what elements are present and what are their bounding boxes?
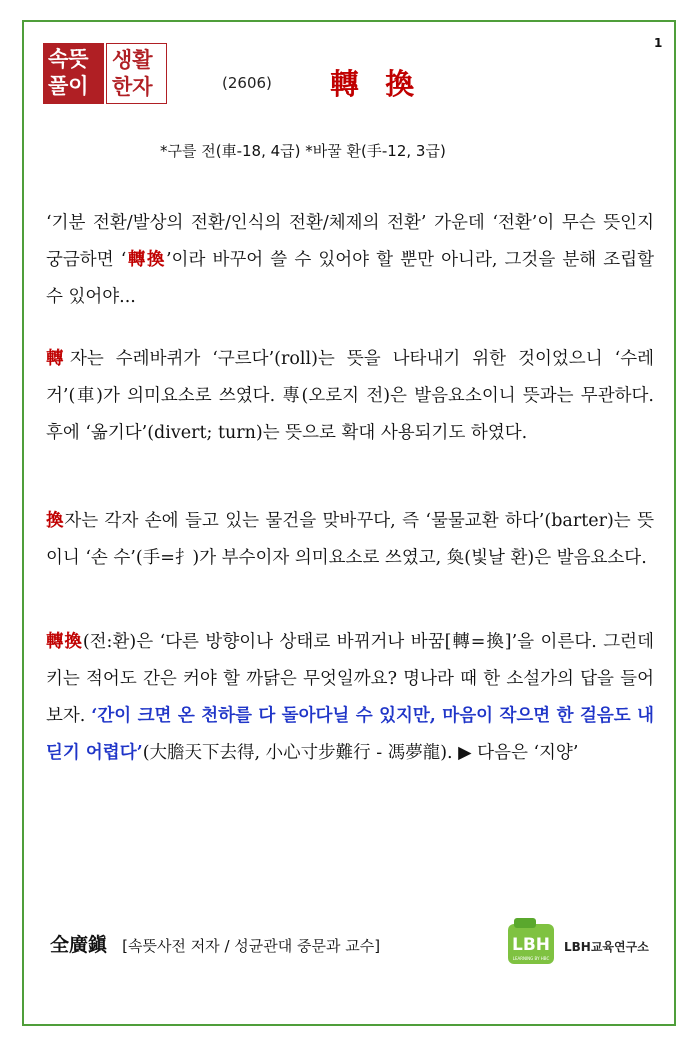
jeon-text: 자는 수레바퀴가 ‘구르다’(roll)는 뜻을 나타내기 위한 것이었으니 ‘수레 거’(車)가 의미요소로 쓰였다. 專(오로지 전)은 발음요소이니 뜻과는 무관하다. 후에 ‘옮기다’(divert; turn)는 뜻으로 확대 사용되기도 하였다. <box>46 349 655 443</box>
logo-right-block <box>106 43 167 104</box>
lbh-mark-text: LBH <box>511 935 551 955</box>
jeonhwan-text: (전:환)은 ‘다른 방향이나 상태로 바뀌거나 바꿈[轉=換]’을 이른다. 그런데 키는 적어도 간은 커야 할 까닭은 무엇일까요? 명나라 때 한 소설가의 답을 들어보자. <box>46 632 654 726</box>
article-code: (2606) <box>222 74 272 92</box>
logo-left-block <box>43 43 104 104</box>
lbh-mark-icon <box>508 918 554 968</box>
page-title: 轉 換 <box>330 67 423 101</box>
intro-text-c: ’이라 바꾸어 쓸 수 있어야 할 뿐만 아니라, 그것을 분해 조립할 수 있어야... <box>46 250 655 307</box>
institute-name: LBH교육연구소 <box>564 940 649 954</box>
source-and-next: (大膽天下去得, 小心寸步難行 - 馮夢龍). ▶ 다음은 ‘지양’ <box>142 743 579 763</box>
logo-text-1: 속뜻 <box>48 47 89 71</box>
character-info: *구를 전(車-18, 4급) *바꿀 환(手-12, 3급) <box>160 142 446 160</box>
institute-logo <box>508 918 668 970</box>
author-name: 全廣鎭 <box>50 934 108 956</box>
quote-text: ‘간이 크면 온 천하를 다 돌아다닐 수 있지만, 마음이 작으면 한 걸음도 내딛기 어렵다’ <box>46 706 654 763</box>
jeonhwan-hanja: 轉換 <box>46 632 83 652</box>
logo-text-2: 풀이 <box>48 74 89 98</box>
intro-hanja: 轉換 <box>126 250 166 270</box>
paragraph-intro <box>46 205 654 316</box>
logo-text-4: 한자 <box>112 75 153 99</box>
hwan-hanja: 換 <box>46 511 65 531</box>
paragraph-hwan <box>46 503 654 577</box>
hwan-text: 자는 각자 손에 들고 있는 물건을 맞바꾸다, 즉 ‘물물교환 하다’(barter)는 뜻이니 ‘손 수’(手=扌)가 부수이자 의미요소로 쓰였고, 奐(빛날 환)은 발음요소다. <box>46 511 654 568</box>
logo-text-3: 생활 <box>112 48 153 72</box>
page-number: 1 <box>654 36 663 50</box>
lbh-mark-subtext: LEARNING BY HBC <box>512 956 550 961</box>
paragraph-jeonhwan <box>46 624 654 772</box>
paragraph-jeon <box>46 341 654 452</box>
author-affiliation: [속뜻사전 저자 / 성균관대 중문과 교수] <box>122 937 381 955</box>
author-line <box>50 930 380 957</box>
brand-logo <box>43 43 169 104</box>
jeon-hanja: 轉 <box>46 349 70 369</box>
intro-text-a: ‘기분 전환/발상의 전환/인식의 전환/체제의 전환’ 가운데 ‘전환’이 무슨 뜻인지 궁금하면 ‘ <box>46 213 654 270</box>
